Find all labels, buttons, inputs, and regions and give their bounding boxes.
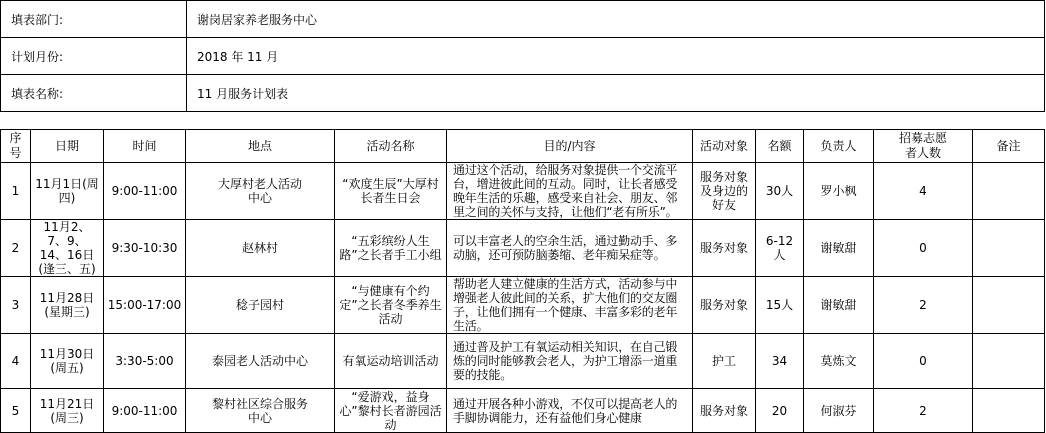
cell-content: 帮助老人建立健康的生活方式，活动参与中增强老人彼此间的关系，扩大他们的交友圈子，让他们拥有一个健康、丰富多彩的老年生活。 <box>447 277 693 334</box>
cell-leader: 谢敏甜 <box>804 277 874 334</box>
cell-place: 稔子园村 <box>186 277 335 334</box>
cell-target: 服务对象 <box>693 277 756 334</box>
cell-place: 赵林村 <box>186 220 335 277</box>
header-no: 序号 <box>1 130 31 163</box>
cell-leader: 罗小枫 <box>804 163 874 220</box>
cell-remark <box>973 220 1045 277</box>
table-row <box>1 163 1045 220</box>
table-header-row <box>1 130 1045 163</box>
cell-date: 11月2、7、9、14、16日(逢三、五) <box>31 220 104 277</box>
info-row-month <box>1 38 1045 75</box>
header-target: 活动对象 <box>693 130 756 163</box>
header-remark: 备注 <box>973 130 1045 163</box>
header-volunteers: 招募志愿者人数 <box>874 130 973 163</box>
info-label: 填表名称: <box>1 75 187 112</box>
cell-activity-name: 有氧运动培训活动 <box>335 334 447 389</box>
table-row <box>1 389 1045 433</box>
cell-content: 通过开展各种小游戏，不仅可以提高老人的手脚协调能力，还有益他们身心健康 <box>447 389 693 433</box>
header-activity-name: 活动名称 <box>335 130 447 163</box>
cell-target: 护工 <box>693 334 756 389</box>
cell-content: 可以丰富老人的空余生活，通过勤动手、多动脑，还可预防脑萎缩、老年痴呆症等。 <box>447 220 693 277</box>
header-date: 日期 <box>31 130 104 163</box>
cell-target: 服务对象及身边的好友 <box>693 163 756 220</box>
header-quota: 名额 <box>756 130 804 163</box>
cell-no: 4 <box>1 334 31 389</box>
info-row-form-name <box>1 75 1045 112</box>
info-value: 谢岗居家养老服务中心 <box>187 1 1045 38</box>
table-row <box>1 334 1045 389</box>
cell-time: 9:00-11:00 <box>104 163 186 220</box>
table-row <box>1 220 1045 277</box>
cell-time: 15:00-17:00 <box>104 277 186 334</box>
cell-place: 黎村社区综合服务中心 <box>186 389 335 433</box>
cell-target: 服务对象 <box>693 220 756 277</box>
cell-content: 通过普及护工有氧运动相关知识，在自己锻炼的同时能够教会老人，为护工增添一道重要的技能。 <box>447 334 693 389</box>
cell-no: 3 <box>1 277 31 334</box>
cell-volunteers: 2 <box>874 389 973 433</box>
header-content: 目的/内容 <box>447 130 693 163</box>
cell-quota: 15人 <box>756 277 804 334</box>
cell-volunteers: 4 <box>874 163 973 220</box>
cell-quota: 34 <box>756 334 804 389</box>
cell-date: 11月21日(周三) <box>31 389 104 433</box>
info-value: 2018 年 11 月 <box>187 38 1045 75</box>
cell-place: 大厚村老人活动中心 <box>186 163 335 220</box>
cell-quota: 6-12人 <box>756 220 804 277</box>
info-value: 11 月服务计划表 <box>187 75 1045 112</box>
cell-activity-name: “爱游戏，益身心”黎村长者游园活动 <box>335 389 447 433</box>
info-row-department <box>1 1 1045 38</box>
cell-volunteers: 0 <box>874 220 973 277</box>
cell-quota: 30人 <box>756 163 804 220</box>
cell-time: 9:00-11:00 <box>104 389 186 433</box>
cell-date: 11月1日(周四) <box>31 163 104 220</box>
header-place: 地点 <box>186 130 335 163</box>
info-label: 填表部门: <box>1 1 187 38</box>
cell-quota: 20 <box>756 389 804 433</box>
cell-activity-name: “欢度生辰”大厚村长者生日会 <box>335 163 447 220</box>
cell-volunteers: 0 <box>874 334 973 389</box>
cell-remark <box>973 163 1045 220</box>
cell-remark <box>973 277 1045 334</box>
cell-leader: 何淑芬 <box>804 389 874 433</box>
info-label: 计划月份: <box>1 38 187 75</box>
plan-table <box>0 129 1045 433</box>
header-leader: 负责人 <box>804 130 874 163</box>
cell-leader: 莫炼文 <box>804 334 874 389</box>
cell-leader: 谢敏甜 <box>804 220 874 277</box>
info-table <box>0 0 1045 112</box>
cell-content: 通过这个活动，给服务对象提供一个交流平台，增进彼此间的互动。同时，让长者感受晚年生活的乐趣，感受来自社会、朋友、邻里之间的关怀与支持，让他们“老有所乐”。 <box>447 163 693 220</box>
cell-remark <box>973 334 1045 389</box>
cell-remark <box>973 389 1045 433</box>
cell-activity-name: “与健康有个约定”之长者冬季养生活动 <box>335 277 447 334</box>
cell-no: 1 <box>1 163 31 220</box>
cell-target: 服务对象 <box>693 389 756 433</box>
cell-place: 泰园老人活动中心 <box>186 334 335 389</box>
cell-no: 5 <box>1 389 31 433</box>
cell-time: 3:30-5:00 <box>104 334 186 389</box>
cell-activity-name: “五彩缤纷人生路”之长者手工小组 <box>335 220 447 277</box>
table-row <box>1 277 1045 334</box>
header-time: 时间 <box>104 130 186 163</box>
cell-volunteers: 2 <box>874 277 973 334</box>
cell-time: 9:30-10:30 <box>104 220 186 277</box>
cell-date: 11月28日(星期三) <box>31 277 104 334</box>
cell-no: 2 <box>1 220 31 277</box>
cell-date: 11月30日(周五) <box>31 334 104 389</box>
